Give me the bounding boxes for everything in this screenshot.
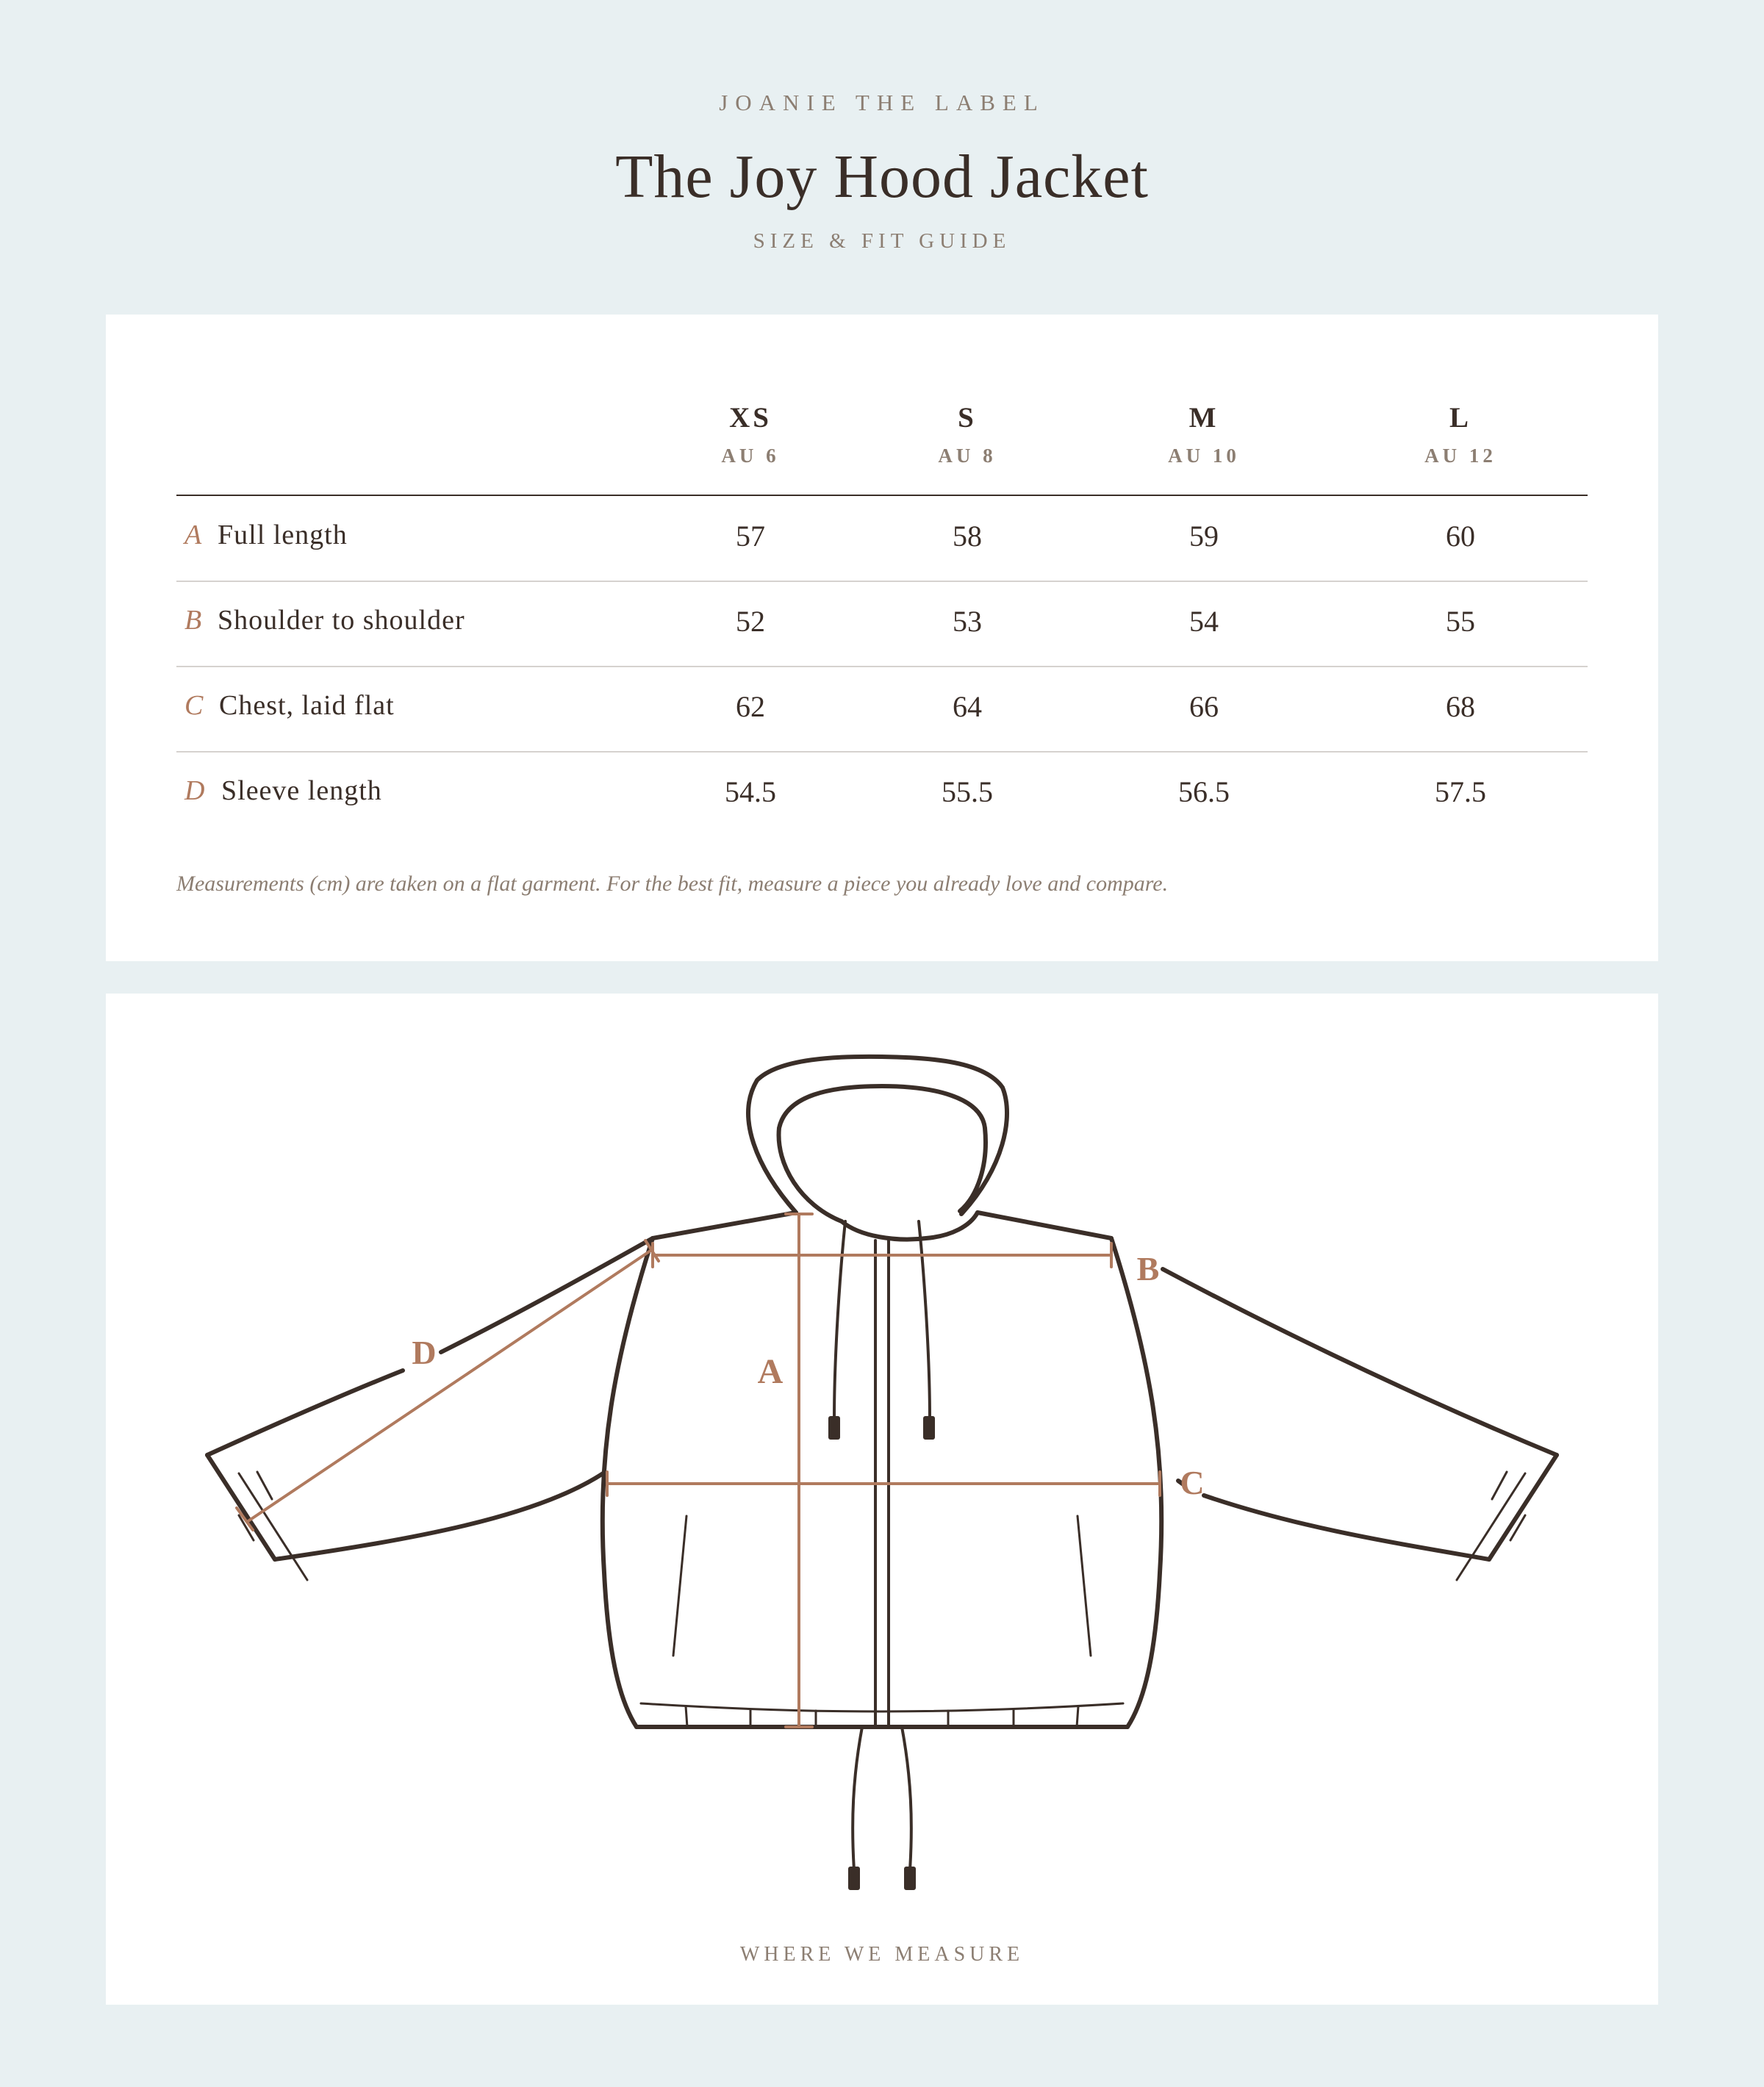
measure-value: 55.5	[942, 775, 993, 808]
measure-value: 66	[1189, 690, 1219, 723]
measure-value: 52	[736, 605, 765, 638]
size-header-l	[1350, 401, 1571, 467]
au-size-label: AU 10	[1168, 445, 1240, 467]
measure-line-a	[786, 1214, 812, 1727]
shoulder-seam-right	[978, 1213, 1111, 1238]
cuff-right	[1457, 1472, 1525, 1580]
measure-line-c	[607, 1472, 1160, 1495]
page-title: The Joy Hood Jacket	[615, 143, 1149, 211]
measure-name: Chest, laid flat	[219, 690, 395, 721]
measure-value: 62	[736, 690, 765, 723]
measure-label-b: B	[1136, 1250, 1160, 1287]
shoulder-seam-left	[653, 1213, 796, 1238]
drawstring-toggle	[923, 1416, 935, 1440]
measure-value: 57.5	[1435, 775, 1486, 808]
table-row	[106, 495, 1658, 581]
jacket-diagram	[106, 994, 1658, 2005]
au-size-label: AU 8	[938, 445, 997, 467]
measure-letter: B	[184, 605, 202, 636]
measure-label-a: A	[757, 1352, 784, 1391]
page-subtitle: SIZE & FIT GUIDE	[753, 229, 1011, 253]
size-label: L	[1449, 402, 1471, 434]
size-header-m	[1094, 401, 1314, 467]
measure-label-d: D	[412, 1334, 437, 1371]
measure-value: 56.5	[1178, 775, 1230, 808]
measure-value: 54	[1189, 605, 1219, 638]
measure-line-d	[237, 1240, 659, 1530]
au-size-label: AU 6	[721, 445, 780, 467]
size-header-s	[857, 401, 1078, 467]
measure-line-b	[653, 1243, 1111, 1267]
measure-value: 54.5	[725, 775, 776, 808]
table-row	[106, 666, 1658, 751]
size-header-xs	[640, 401, 861, 467]
hood-drawstrings	[834, 1221, 930, 1418]
diagram-caption: WHERE WE MEASURE	[739, 1943, 1025, 1966]
measure-value: 58	[953, 520, 982, 553]
measure-value: 68	[1446, 690, 1475, 723]
measure-value: 64	[953, 690, 982, 723]
size-label: XS	[729, 402, 772, 434]
size-label: S	[958, 402, 977, 434]
hem-drawstrings	[853, 1727, 911, 1870]
drawstring-toggle	[904, 1867, 916, 1890]
measure-value: 60	[1446, 520, 1475, 553]
measure-name: Sleeve length	[221, 775, 382, 806]
pocket-openings	[673, 1516, 1091, 1656]
measure-letter: C	[184, 690, 204, 721]
measure-value: 53	[953, 605, 982, 638]
table-row	[106, 581, 1658, 666]
rib-band	[641, 1703, 1123, 1727]
measure-value: 57	[736, 520, 765, 553]
measure-value: 55	[1446, 605, 1475, 638]
brand-name: JOANIE THE LABEL	[719, 90, 1045, 115]
hood-outline	[748, 1057, 1007, 1221]
measurement-note: Measurements (cm) are taken on a flat garment. For the best fit, measure a piece you already love and compare.	[176, 872, 1169, 896]
size-table-card	[106, 315, 1658, 961]
measure-value: 59	[1189, 520, 1219, 553]
drawstring-toggle	[828, 1416, 840, 1440]
measure-letter: D	[184, 775, 205, 806]
measure-name: Shoulder to shoulder	[218, 605, 465, 636]
size-label: M	[1188, 402, 1219, 434]
table-row	[106, 751, 1658, 836]
measure-letter: A	[184, 520, 202, 550]
au-size-label: AU 12	[1424, 445, 1496, 467]
measurement-diagram-card	[106, 994, 1658, 2005]
drawstring-toggle	[848, 1867, 860, 1890]
measure-label-c: C	[1180, 1464, 1205, 1501]
neckline	[842, 1213, 978, 1240]
measure-name: Full length	[218, 520, 348, 550]
